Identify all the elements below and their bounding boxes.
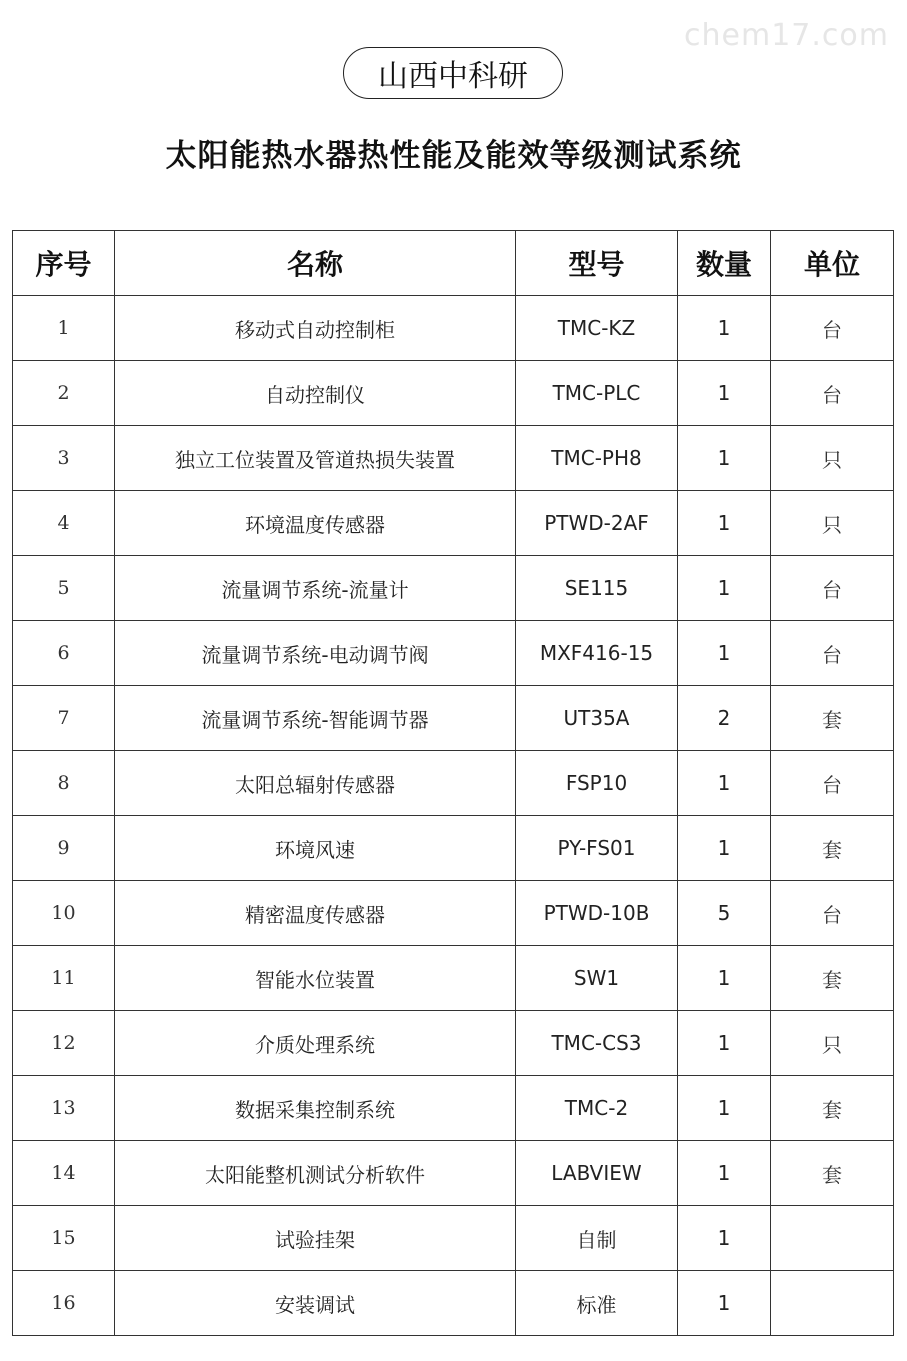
watermark: chem17.com <box>684 18 889 53</box>
cell-unit: 台 <box>771 751 894 816</box>
cell-unit <box>771 1206 894 1271</box>
cell-model: LABVIEW <box>516 1141 678 1206</box>
cell-model: TMC-PLC <box>516 361 678 426</box>
cell-name: 智能水位装置 <box>115 946 516 1011</box>
cell-unit: 台 <box>771 621 894 686</box>
cell-model: FSP10 <box>516 751 678 816</box>
cell-no: 9 <box>13 816 115 881</box>
cell-model: TMC-PH8 <box>516 426 678 491</box>
cell-no: 14 <box>13 1141 115 1206</box>
cell-no: 3 <box>13 426 115 491</box>
org-name-badge: 山西中科研 <box>343 47 563 99</box>
cell-name: 试验挂架 <box>115 1206 516 1271</box>
equipment-table <box>12 230 894 1336</box>
cell-unit: 套 <box>771 816 894 881</box>
cell-qty: 1 <box>678 296 771 361</box>
header-name: 名称 <box>115 231 516 296</box>
header-unit: 单位 <box>771 231 894 296</box>
cell-model: 标准 <box>516 1271 678 1336</box>
cell-no: 11 <box>13 946 115 1011</box>
cell-name: 介质处理系统 <box>115 1011 516 1076</box>
cell-no: 13 <box>13 1076 115 1141</box>
cell-model: TMC-2 <box>516 1076 678 1141</box>
cell-no: 2 <box>13 361 115 426</box>
cell-name: 数据采集控制系统 <box>115 1076 516 1141</box>
cell-model: UT35A <box>516 686 678 751</box>
cell-no: 5 <box>13 556 115 621</box>
table-row <box>13 1206 894 1271</box>
table-row <box>13 491 894 556</box>
table-header-row <box>13 231 894 296</box>
table-row <box>13 361 894 426</box>
table-row <box>13 881 894 946</box>
cell-unit: 台 <box>771 296 894 361</box>
cell-no: 8 <box>13 751 115 816</box>
header-model: 型号 <box>516 231 678 296</box>
table-row <box>13 1271 894 1336</box>
cell-unit: 只 <box>771 426 894 491</box>
header-no: 序号 <box>13 231 115 296</box>
cell-name: 独立工位装置及管道热损失装置 <box>115 426 516 491</box>
table-row <box>13 1011 894 1076</box>
cell-qty: 5 <box>678 881 771 946</box>
cell-model: SW1 <box>516 946 678 1011</box>
table-row <box>13 1141 894 1206</box>
table-row <box>13 751 894 816</box>
cell-name: 自动控制仪 <box>115 361 516 426</box>
table-row <box>13 946 894 1011</box>
cell-name: 移动式自动控制柜 <box>115 296 516 361</box>
cell-no: 10 <box>13 881 115 946</box>
table-row <box>13 816 894 881</box>
cell-model: TMC-CS3 <box>516 1011 678 1076</box>
cell-model: 自制 <box>516 1206 678 1271</box>
header-qty: 数量 <box>678 231 771 296</box>
cell-name: 流量调节系统-流量计 <box>115 556 516 621</box>
cell-name: 流量调节系统-智能调节器 <box>115 686 516 751</box>
cell-unit: 台 <box>771 556 894 621</box>
cell-unit: 套 <box>771 1141 894 1206</box>
cell-qty: 1 <box>678 556 771 621</box>
table-row <box>13 556 894 621</box>
cell-unit: 套 <box>771 686 894 751</box>
table-row <box>13 686 894 751</box>
cell-name: 流量调节系统-电动调节阀 <box>115 621 516 686</box>
cell-no: 16 <box>13 1271 115 1336</box>
cell-qty: 1 <box>678 751 771 816</box>
cell-qty: 1 <box>678 946 771 1011</box>
cell-qty: 1 <box>678 1011 771 1076</box>
cell-no: 12 <box>13 1011 115 1076</box>
cell-qty: 1 <box>678 1141 771 1206</box>
cell-qty: 1 <box>678 1271 771 1336</box>
cell-qty: 2 <box>678 686 771 751</box>
cell-model: TMC-KZ <box>516 296 678 361</box>
cell-unit: 只 <box>771 1011 894 1076</box>
cell-no: 15 <box>13 1206 115 1271</box>
cell-model: SE115 <box>516 556 678 621</box>
cell-qty: 1 <box>678 1076 771 1141</box>
cell-unit <box>771 1271 894 1336</box>
cell-unit: 套 <box>771 1076 894 1141</box>
cell-name: 精密温度传感器 <box>115 881 516 946</box>
cell-model: PY-FS01 <box>516 816 678 881</box>
table-row <box>13 621 894 686</box>
cell-model: PTWD-10B <box>516 881 678 946</box>
cell-name: 环境风速 <box>115 816 516 881</box>
cell-qty: 1 <box>678 621 771 686</box>
cell-qty: 1 <box>678 816 771 881</box>
cell-no: 1 <box>13 296 115 361</box>
cell-unit: 台 <box>771 881 894 946</box>
cell-no: 7 <box>13 686 115 751</box>
cell-name: 环境温度传感器 <box>115 491 516 556</box>
cell-model: PTWD-2AF <box>516 491 678 556</box>
cell-name: 太阳总辐射传感器 <box>115 751 516 816</box>
cell-name: 太阳能整机测试分析软件 <box>115 1141 516 1206</box>
table-row <box>13 1076 894 1141</box>
cell-unit: 套 <box>771 946 894 1011</box>
cell-qty: 1 <box>678 1206 771 1271</box>
cell-unit: 台 <box>771 361 894 426</box>
page-title: 太阳能热水器热性能及能效等级测试系统 <box>165 138 742 174</box>
cell-no: 4 <box>13 491 115 556</box>
cell-qty: 1 <box>678 426 771 491</box>
cell-qty: 1 <box>678 361 771 426</box>
cell-qty: 1 <box>678 491 771 556</box>
cell-name: 安装调试 <box>115 1271 516 1336</box>
table-row <box>13 296 894 361</box>
cell-no: 6 <box>13 621 115 686</box>
table-row <box>13 426 894 491</box>
cell-model: MXF416-15 <box>516 621 678 686</box>
cell-unit: 只 <box>771 491 894 556</box>
